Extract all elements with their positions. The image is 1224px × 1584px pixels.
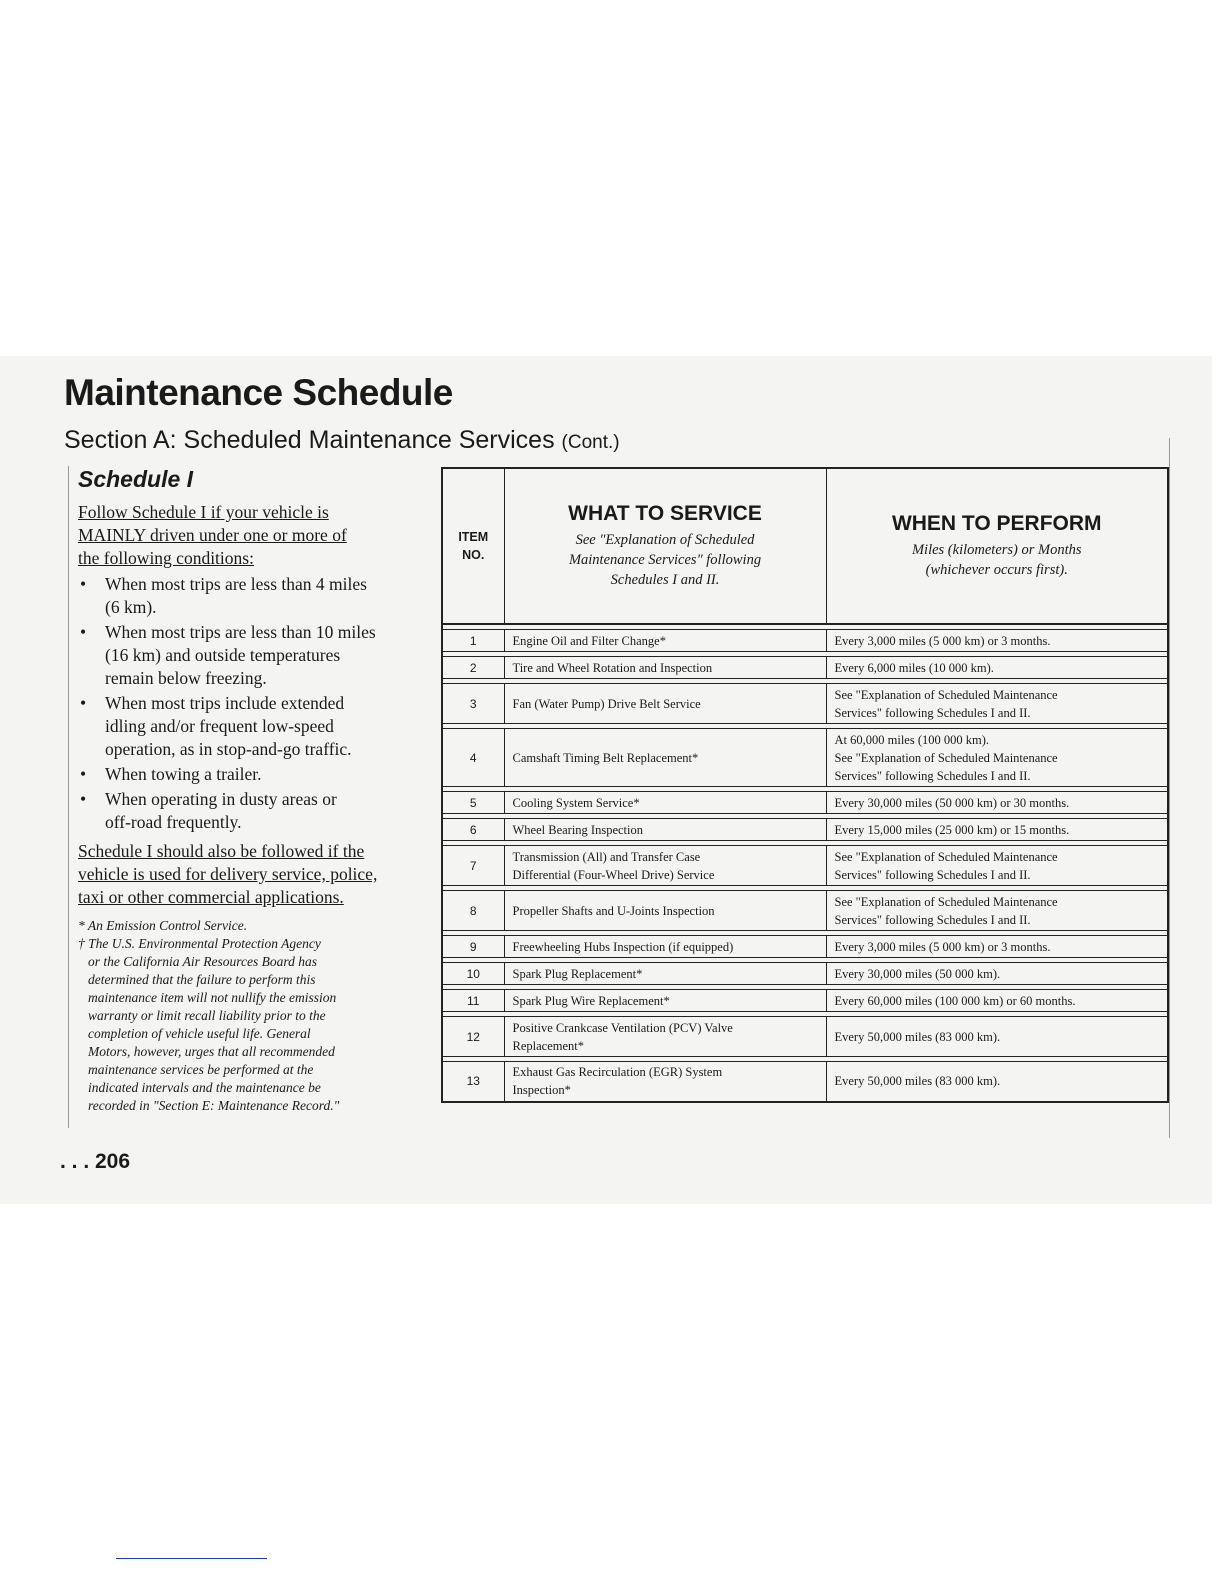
item-number: 8 [442,891,504,931]
service-cell: Wheel Bearing Inspection [504,819,826,841]
item-number: 4 [442,729,504,787]
interval-cell: Every 50,000 miles (83 000 km). [826,1062,1168,1102]
interval-cell: Every 15,000 miles (25 000 km) or 15 months. [826,819,1168,841]
table-row [442,1062,1168,1102]
also-line: taxi or other commercial applications. [78,887,344,907]
item-number: 11 [442,990,504,1012]
service-cell: Positive Crankcase Ventilation (PCV) Valve Replacement* [504,1017,826,1057]
service-cell: Spark Plug Wire Replacement* [504,990,826,1012]
condition-item: • When most trips are less than 10 miles (16 km) and outside temperatures remain below freezing. [80,622,376,688]
table-row [442,990,1168,1012]
commercial-use-note [78,840,430,909]
interval-cell: See "Explanation of Scheduled Maintenance Services" following Schedules I and II. [826,846,1168,886]
section-subtitle-text: Section A: Scheduled Maintenance Services [64,426,555,454]
condition-item: • When most trips include extended idling and/or frequent low-speed operation, as in stop-and-go traffic. [80,693,352,759]
interval-cell: Every 3,000 miles (5 000 km) or 3 months. [826,630,1168,652]
item-number: 3 [442,684,504,724]
item-number: 9 [442,936,504,958]
what-to-service-header: WHAT TO SERVICE See "Explanation of Scheduled Maintenance Services" following Schedules I and II. [504,468,826,624]
table-row [442,846,1168,886]
condition-list [78,573,430,834]
interval-cell: At 60,000 miles (100 000 km). See "Explanation of Scheduled Maintenance Services" following Schedules I and II. [826,729,1168,787]
interval-cell: Every 30,000 miles (50 000 km) or 30 months. [826,792,1168,814]
interval-cell: Every 60,000 miles (100 000 km) or 60 months. [826,990,1168,1012]
table-row [442,891,1168,931]
interval-cell: Every 30,000 miles (50 000 km). [826,963,1168,985]
service-cell: Camshaft Timing Belt Replacement* [504,729,826,787]
service-cell: Fan (Water Pump) Drive Belt Service [504,684,826,724]
table-row [442,630,1168,652]
what-to-service-title: WHAT TO SERVICE [568,502,762,525]
emission-footnote: * An Emission Control Service. [78,918,248,933]
bullet-icon: • [80,764,87,784]
table-row [442,792,1168,814]
bullet-icon: • [80,693,87,713]
interval-cell: Every 3,000 miles (5 000 km) or 3 months. [826,936,1168,958]
schedule-title: Schedule I [78,466,194,492]
service-cell: Freewheeling Hubs Inspection (if equipped) [504,936,826,958]
item-no-header: ITEM NO. [442,468,504,624]
interval-cell: Every 50,000 miles (83 000 km). [826,1017,1168,1057]
item-number: 7 [442,846,504,886]
also-line: Schedule I should also be followed if the [78,841,365,861]
schedule-one-column [78,466,430,1115]
service-cell: Exhaust Gas Recirculation (EGR) System Inspection* [504,1062,826,1102]
item-number: 13 [442,1062,504,1102]
section-subtitle-cont: (Cont.) [561,432,620,453]
also-line: vehicle is used for delivery service, police, [78,864,378,884]
service-cell: Engine Oil and Filter Change* [504,630,826,652]
table-row [442,729,1168,787]
table-row [442,963,1168,985]
table-row [442,819,1168,841]
left-margin-rule [68,466,69,1128]
interval-cell: See "Explanation of Scheduled Maintenance Services" following Schedules I and II. [826,684,1168,724]
page-title: Maintenance Schedule [64,372,453,413]
condition-item: • When operating in dusty areas or off-road frequently. [80,789,337,832]
bullet-icon: • [80,574,87,594]
interval-cell: Every 6,000 miles (10 000 km). [826,657,1168,679]
bullet-icon: • [80,789,87,809]
right-margin-rule [1169,438,1170,1138]
service-cell: Spark Plug Replacement* [504,963,826,985]
service-cell: Cooling System Service* [504,792,826,814]
table-body [442,624,1168,1102]
item-number: 5 [442,792,504,814]
table-header-row [442,468,1168,624]
table-row [442,684,1168,724]
table-row [442,936,1168,958]
condition-item: • When towing a trailer. [80,764,262,784]
condition-item: • When most trips are less than 4 miles (6 km). [80,574,367,617]
item-number: 12 [442,1017,504,1057]
service-cell: Tire and Wheel Rotation and Inspection [504,657,826,679]
bullet-icon: • [80,622,87,642]
interval-cell: See "Explanation of Scheduled Maintenance Services" following Schedules I and II. [826,891,1168,931]
table-row [442,657,1168,679]
item-number: 2 [442,657,504,679]
when-to-perform-header: WHEN TO PERFORM Miles (kilometers) or Months (whichever occurs first). [826,468,1168,624]
footer-rule [116,1558,267,1559]
epa-footnote: † The U.S. Environmental Protection Agency or the California Air Resources Board has determined that the failure to perform this maintenance item will not nullify the emission warranty or limit recall liability prior to the completion of vehicle useful life. General Motors, however, urges that all recommended maintenance services be performed at the indicated intervals and the maintenance be recorded in "Section E: Maintenance Record." [78,936,340,1113]
page-number: . . . 206 [60,1150,131,1173]
intro-line: the following conditions: [78,548,254,568]
intro-line: Follow Schedule I if your vehicle is [78,502,329,522]
table-row [442,1017,1168,1057]
maintenance-table [441,467,1169,1103]
when-to-perform-title: WHEN TO PERFORM [891,512,1102,535]
service-cell: Transmission (All) and Transfer Case Differential (Four-Wheel Drive) Service [504,846,826,886]
section-subtitle [64,426,620,455]
service-cell: Propeller Shafts and U-Joints Inspection [504,891,826,931]
item-number: 6 [442,819,504,841]
intro-line: MAINLY driven under one or more of [78,525,347,545]
item-number: 1 [442,630,504,652]
item-number: 10 [442,963,504,985]
schedule-intro [78,501,430,570]
